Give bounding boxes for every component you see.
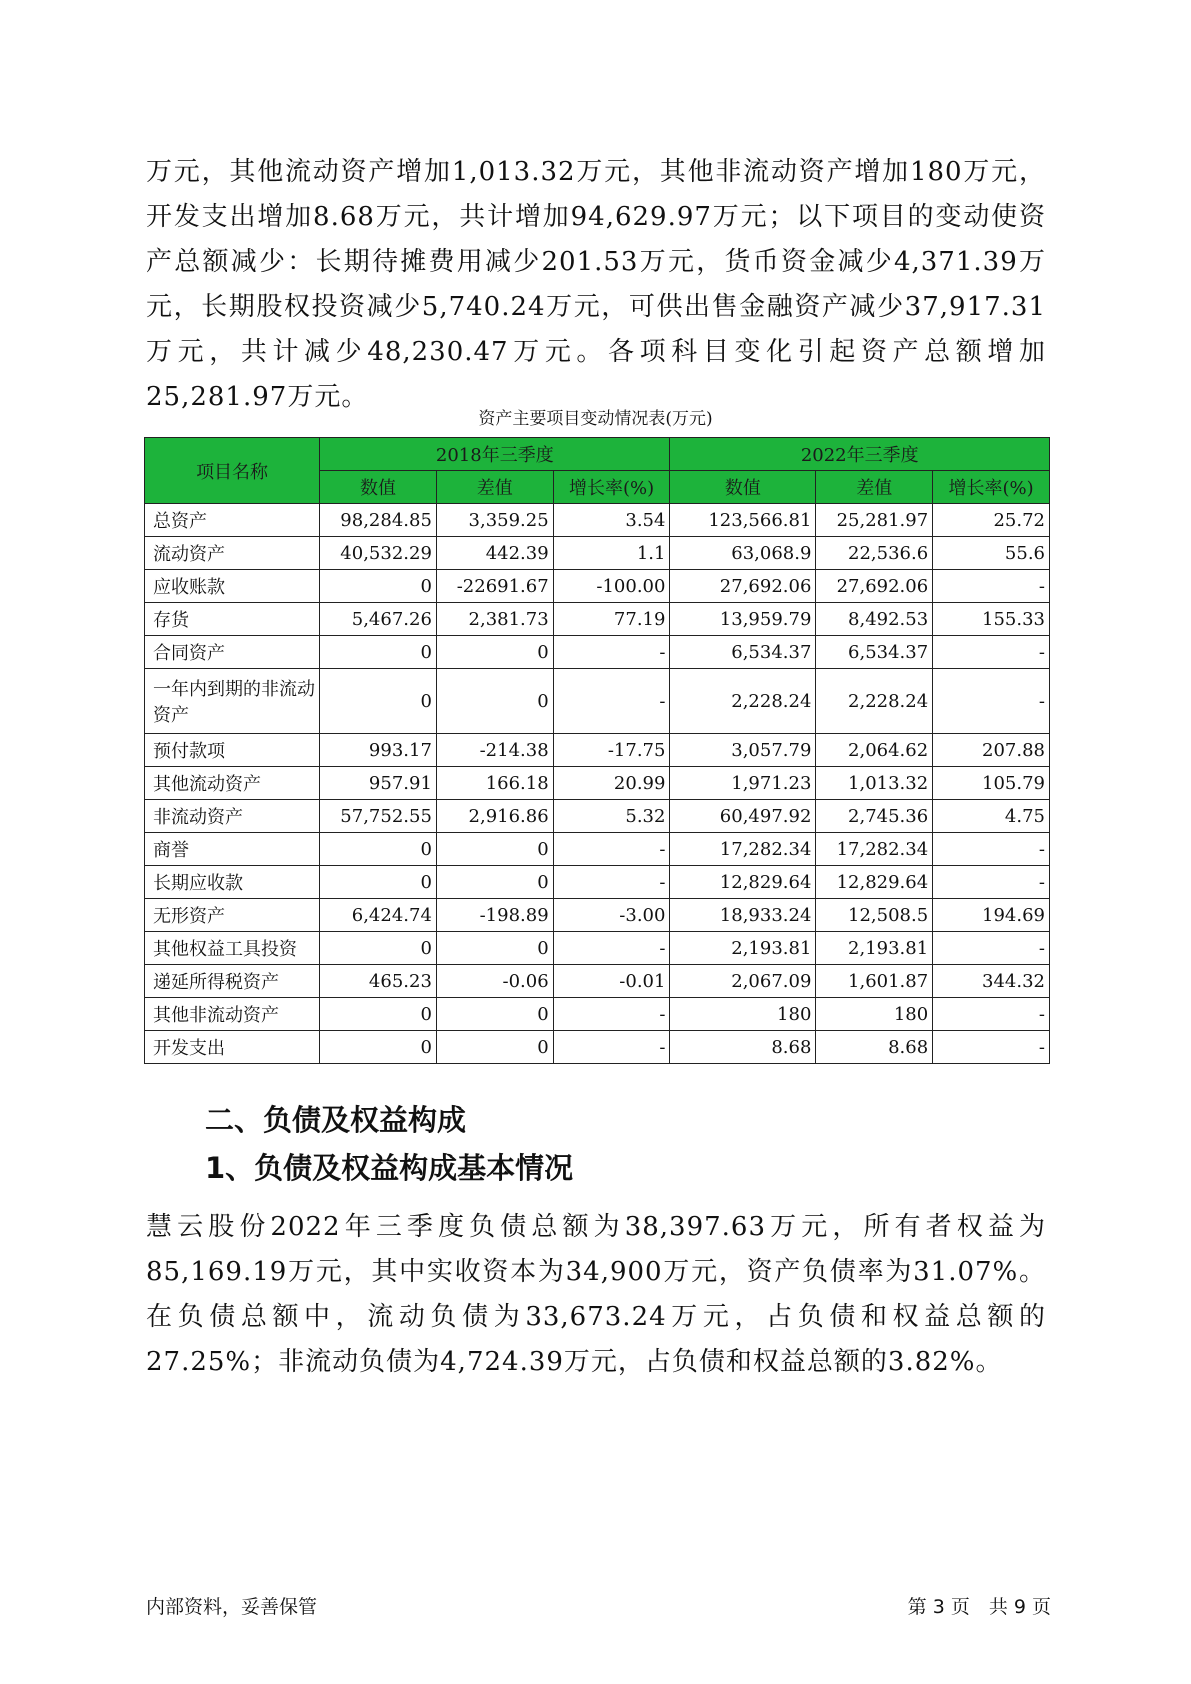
cell-v2018: 0 bbox=[320, 570, 437, 603]
cell-r2022: - bbox=[933, 833, 1050, 866]
cell-v2022: 6,534.37 bbox=[670, 636, 816, 669]
cell-r2018: - bbox=[553, 833, 670, 866]
cell-r2018: 5.32 bbox=[553, 800, 670, 833]
body-paragraph: 慧云股份2022年三季度负债总额为38,397.63万元，所有者权益为85,169.19万元，其中实收资本为34,900万元，资产负债率为31.07%。在负债总额中，流动负债为33,673.24万元，占负债和权益总额的27.25%；非流动负债为4,724.39万元，占负债和权益总额的3.82%。 bbox=[146, 1212, 1046, 1377]
cell-r2018: 77.19 bbox=[553, 603, 670, 636]
cell-d2022: 17,282.34 bbox=[816, 833, 933, 866]
cell-v2022: 2,228.24 bbox=[670, 669, 816, 734]
table-row bbox=[145, 998, 1050, 1031]
table-row bbox=[145, 767, 1050, 800]
header-value-2022: 数值 bbox=[670, 471, 816, 504]
cell-v2022: 63,068.9 bbox=[670, 537, 816, 570]
cell-r2022: 194.69 bbox=[933, 899, 1050, 932]
header-rate-2018: 增长率(%) bbox=[553, 471, 670, 504]
cell-r2018: 3.54 bbox=[553, 504, 670, 537]
cell-v2022: 12,829.64 bbox=[670, 866, 816, 899]
table-row bbox=[145, 570, 1050, 603]
cell-v2022: 2,067.09 bbox=[670, 965, 816, 998]
header-diff-2018: 差值 bbox=[436, 471, 553, 504]
header-diff-2022: 差值 bbox=[816, 471, 933, 504]
cell-r2018: - bbox=[553, 636, 670, 669]
table-caption: 资产主要项目变动情况表(万元) bbox=[478, 409, 713, 429]
row-item-name: 流动资产 bbox=[145, 537, 320, 570]
cell-d2022: 1,013.32 bbox=[816, 767, 933, 800]
cell-d2022: 27,692.06 bbox=[816, 570, 933, 603]
cell-r2022: 344.32 bbox=[933, 965, 1050, 998]
cell-d2022: 12,508.5 bbox=[816, 899, 933, 932]
table-body bbox=[145, 504, 1050, 1064]
cell-v2022: 13,959.79 bbox=[670, 603, 816, 636]
cell-v2022: 123,566.81 bbox=[670, 504, 816, 537]
cell-d2018: 0 bbox=[436, 833, 553, 866]
table-row bbox=[145, 669, 1050, 734]
cell-d2018: 0 bbox=[436, 669, 553, 734]
cell-v2018: 0 bbox=[320, 998, 437, 1031]
row-item-name: 总资产 bbox=[145, 504, 320, 537]
cell-v2018: 5,467.26 bbox=[320, 603, 437, 636]
cell-v2018: 57,752.55 bbox=[320, 800, 437, 833]
table-row bbox=[145, 833, 1050, 866]
table-row bbox=[145, 1031, 1050, 1064]
cell-v2018: 98,284.85 bbox=[320, 504, 437, 537]
cell-r2018: -17.75 bbox=[553, 734, 670, 767]
cell-v2018: 0 bbox=[320, 636, 437, 669]
header-item-name: 项目名称 bbox=[145, 438, 320, 504]
table-row bbox=[145, 899, 1050, 932]
header-value-2018: 数值 bbox=[320, 471, 437, 504]
cell-d2022: 25,281.97 bbox=[816, 504, 933, 537]
cell-r2018: - bbox=[553, 932, 670, 965]
cell-r2018: - bbox=[553, 866, 670, 899]
cell-d2022: 12,829.64 bbox=[816, 866, 933, 899]
cell-r2018: -3.00 bbox=[553, 899, 670, 932]
table-row bbox=[145, 866, 1050, 899]
cell-v2022: 8.68 bbox=[670, 1031, 816, 1064]
cell-d2018: -198.89 bbox=[436, 899, 553, 932]
cell-r2018: -0.01 bbox=[553, 965, 670, 998]
cell-d2018: -22691.67 bbox=[436, 570, 553, 603]
cell-r2018: -100.00 bbox=[553, 570, 670, 603]
row-item-name: 无形资产 bbox=[145, 899, 320, 932]
cell-d2018: 2,916.86 bbox=[436, 800, 553, 833]
cell-r2022: 155.33 bbox=[933, 603, 1050, 636]
cell-v2018: 0 bbox=[320, 833, 437, 866]
cell-v2018: 0 bbox=[320, 866, 437, 899]
cell-r2022: - bbox=[933, 932, 1050, 965]
table-row bbox=[145, 965, 1050, 998]
cell-v2022: 18,933.24 bbox=[670, 899, 816, 932]
cell-v2022: 1,971.23 bbox=[670, 767, 816, 800]
row-item-name: 非流动资产 bbox=[145, 800, 320, 833]
cell-d2018: 3,359.25 bbox=[436, 504, 553, 537]
cell-v2022: 180 bbox=[670, 998, 816, 1031]
cell-d2018: 2,381.73 bbox=[436, 603, 553, 636]
row-item-name: 合同资产 bbox=[145, 636, 320, 669]
cell-r2022: 105.79 bbox=[933, 767, 1050, 800]
row-item-name: 开发支出 bbox=[145, 1031, 320, 1064]
intro-paragraph: 万元，其他流动资产增加1,013.32万元，其他非流动资产增加180万元，开发支出增加8.68万元，共计增加94,629.97万元；以下项目的变动使资产总额减少：长期待摊费用减少201.53万元，货币资金减少4,371.39万元，长期股权投资减少5,740.24万元，可供出售金融资产减少37,917.31万元，共计减少48,230.47万元。各项科目变化引起资产总额增加25,281.97万元。 bbox=[146, 157, 1046, 412]
table-row bbox=[145, 636, 1050, 669]
row-item-name: 长期应收款 bbox=[145, 866, 320, 899]
cell-r2022: 55.6 bbox=[933, 537, 1050, 570]
cell-v2022: 27,692.06 bbox=[670, 570, 816, 603]
cell-d2018: 166.18 bbox=[436, 767, 553, 800]
cell-v2022: 17,282.34 bbox=[670, 833, 816, 866]
subsection-heading: 1、负债及权益构成基本情况 bbox=[205, 1151, 574, 1185]
cell-d2022: 1,601.87 bbox=[816, 965, 933, 998]
cell-d2018: -0.06 bbox=[436, 965, 553, 998]
row-item-name: 其他权益工具投资 bbox=[145, 932, 320, 965]
row-item-name: 预付款项 bbox=[145, 734, 320, 767]
header-group-2018: 2018年三季度 bbox=[320, 438, 670, 471]
table-row bbox=[145, 537, 1050, 570]
cell-r2018: 20.99 bbox=[553, 767, 670, 800]
cell-d2018: 0 bbox=[436, 636, 553, 669]
cell-r2022: 4.75 bbox=[933, 800, 1050, 833]
asset-change-table bbox=[144, 437, 1050, 1064]
cell-d2018: 442.39 bbox=[436, 537, 553, 570]
section-heading: 二、负债及权益构成 bbox=[205, 1103, 467, 1137]
cell-d2022: 8,492.53 bbox=[816, 603, 933, 636]
footer-page-number: 第 3 页 共 9 页 bbox=[907, 1596, 1051, 1618]
cell-r2022: - bbox=[933, 998, 1050, 1031]
row-item-name: 其他流动资产 bbox=[145, 767, 320, 800]
cell-d2018: 0 bbox=[436, 998, 553, 1031]
header-group-2022: 2022年三季度 bbox=[670, 438, 1050, 471]
cell-r2022: - bbox=[933, 570, 1050, 603]
cell-d2022: 180 bbox=[816, 998, 933, 1031]
cell-r2018: - bbox=[553, 998, 670, 1031]
cell-v2018: 0 bbox=[320, 1031, 437, 1064]
cell-d2018: 0 bbox=[436, 1031, 553, 1064]
cell-v2022: 2,193.81 bbox=[670, 932, 816, 965]
table-row bbox=[145, 932, 1050, 965]
header-rate-2022: 增长率(%) bbox=[933, 471, 1050, 504]
cell-d2022: 22,536.6 bbox=[816, 537, 933, 570]
cell-d2018: 0 bbox=[436, 932, 553, 965]
row-item-name: 商誉 bbox=[145, 833, 320, 866]
row-item-name: 一年内到期的非流动资产 bbox=[145, 669, 320, 734]
cell-r2018: - bbox=[553, 669, 670, 734]
cell-v2022: 3,057.79 bbox=[670, 734, 816, 767]
cell-d2022: 2,193.81 bbox=[816, 932, 933, 965]
table-row bbox=[145, 734, 1050, 767]
cell-d2022: 6,534.37 bbox=[816, 636, 933, 669]
row-item-name: 其他非流动资产 bbox=[145, 998, 320, 1031]
cell-v2018: 6,424.74 bbox=[320, 899, 437, 932]
row-item-name: 应收账款 bbox=[145, 570, 320, 603]
cell-r2022: 207.88 bbox=[933, 734, 1050, 767]
cell-v2022: 60,497.92 bbox=[670, 800, 816, 833]
cell-v2018: 957.91 bbox=[320, 767, 437, 800]
cell-d2022: 2,228.24 bbox=[816, 669, 933, 734]
table-row bbox=[145, 603, 1050, 636]
cell-d2022: 2,064.62 bbox=[816, 734, 933, 767]
table-row bbox=[145, 504, 1050, 537]
cell-d2022: 2,745.36 bbox=[816, 800, 933, 833]
cell-r2022: - bbox=[933, 866, 1050, 899]
cell-r2022: - bbox=[933, 669, 1050, 734]
cell-r2022: 25.72 bbox=[933, 504, 1050, 537]
cell-v2018: 40,532.29 bbox=[320, 537, 437, 570]
cell-d2018: 0 bbox=[436, 866, 553, 899]
row-item-name: 存货 bbox=[145, 603, 320, 636]
cell-d2018: -214.38 bbox=[436, 734, 553, 767]
cell-r2022: - bbox=[933, 1031, 1050, 1064]
table-row bbox=[145, 800, 1050, 833]
cell-r2022: - bbox=[933, 636, 1050, 669]
cell-v2018: 993.17 bbox=[320, 734, 437, 767]
cell-r2018: - bbox=[553, 1031, 670, 1064]
cell-v2018: 0 bbox=[320, 669, 437, 734]
row-item-name: 递延所得税资产 bbox=[145, 965, 320, 998]
cell-r2018: 1.1 bbox=[553, 537, 670, 570]
cell-d2022: 8.68 bbox=[816, 1031, 933, 1064]
cell-v2018: 0 bbox=[320, 932, 437, 965]
cell-v2018: 465.23 bbox=[320, 965, 437, 998]
footer-confidential-note: 内部资料，妥善保管 bbox=[146, 1596, 318, 1618]
